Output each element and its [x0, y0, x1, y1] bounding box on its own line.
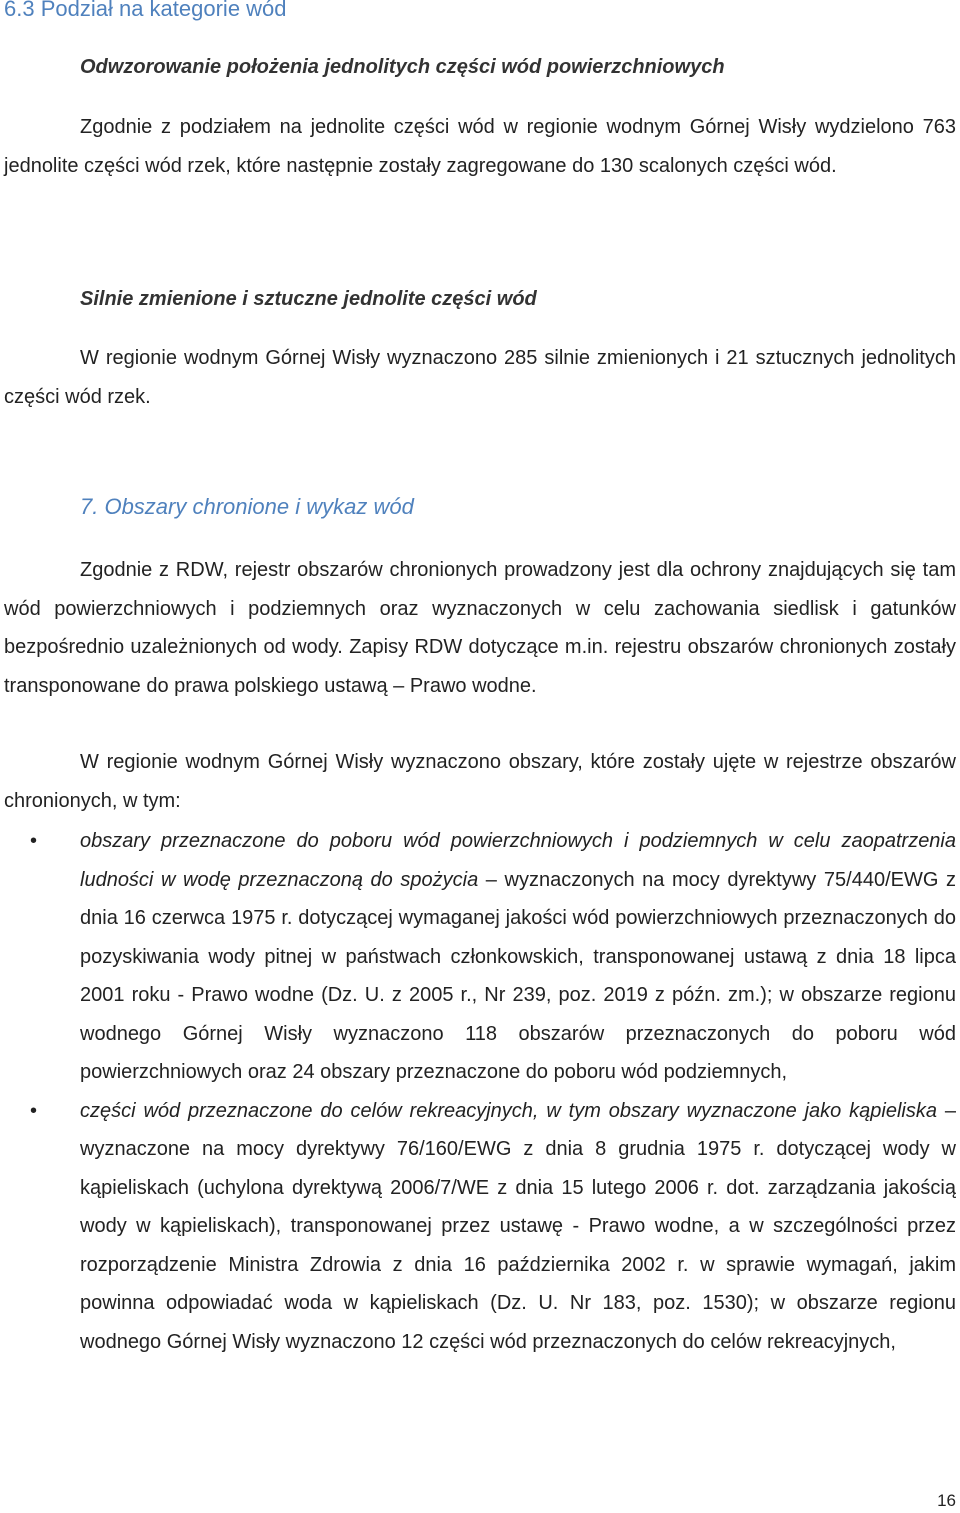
- bullet-icon: •: [30, 1099, 38, 1122]
- protected-areas-list: [0, 822, 956, 1361]
- section-heading: 6.3 Podział na kategorie wód: [4, 0, 287, 21]
- list-item-text: – wyznaczone na mocy dyrektywy 76/160/EWG z dnia 8 grudnia 1975 r. dotyczącej wody w kąpieliskach (uchylona dyrektywą 2006/7/WE z dnia 15 lutego 2006 r. dot. zarządzania jakością wody w kąpieliskach), transponowanej przez ustawę - Prawo wodne, a w szczególności przez rozporządzenie Ministra Zdrowia z dnia 16 października 2002 r. w sprawie wymagań, jakim powinna odpowiadać woda w kąpieliskach (Dz. U. Nr 183, poz. 1530); w obszarze regionu wodnego Górnej Wisły wyznaczono 12 części wód przeznaczonych do celów rekreacyjnych,: [80, 1099, 956, 1353]
- bullet-icon: •: [30, 830, 38, 852]
- paragraph-odwzorowanie: Zgodnie z podziałem na jednolite części wód w regionie wodnym Górnej Wisły wydzielono 763 jednolite części wód rzek, które następnie zostały zagregowane do 130 scalonych części wód.: [4, 116, 956, 177]
- subsection-title-silnie-zmienione: Silnie zmienione i sztuczne jednolite części wód: [80, 288, 537, 310]
- list-item-emphasis: części wód przeznaczone do celów rekreacyjnych, w tym obszary wyznaczone jako kąpieliska: [80, 1099, 937, 1122]
- chapter-heading: 7. Obszary chronione i wykaz wód: [80, 494, 414, 519]
- paragraph-rdw: Zgodnie z RDW, rejestr obszarów chronionych prowadzony jest dla ochrony znajdujących się tam wód powierzchniowych i podziemnych oraz wyznaczonych w celu zachowania siedlisk i gatunków bezpośrednio uzależnionych od wody. Zapisy RDW dotyczące m.in. rejestru obszarów chronionych zostały transponowane do prawa polskiego ustawą – Prawo wodne.: [4, 559, 956, 697]
- list-item-text: – wyznaczonych na mocy dyrektywy 75/440/EWG z dnia 16 czerwca 1975 r. dotyczącej wymaganej jakości wód powierzchniowych przeznaczonych do pozyskiwania wody pitnej w państwach członkowskich, transponowanej ustawą z dnia 18 lipca 2001 roku - Prawo wodne (Dz. U. z 2005 r., Nr 239, poz. 2019 z późn. zm.); w obszarze regionu wodnego Górnej Wisły wyznaczono 118 obszarów przeznaczonych do poboru wód powierzchniowych oraz 24 obszary przeznaczone do poboru wód podziemnych,: [80, 868, 957, 1083]
- list-item: [0, 822, 956, 1092]
- list-item-emphasis: obszary przeznaczone do poboru wód powierzchniowych i podziemnych w celu zaopatrzenia ludności w wodę przeznaczoną do spożycia: [80, 830, 956, 891]
- paragraph-silnie-zmienione: W regionie wodnym Górnej Wisły wyznaczono 285 silnie zmienionych i 21 sztucznych jednolitych części wód rzek.: [4, 347, 956, 408]
- page-number: 16: [937, 1491, 956, 1510]
- paragraph-obszary-wyznaczone: W regionie wodnym Górnej Wisły wyznaczono obszary, które zostały ujęte w rejestrze obszarów chronionych, w tym:: [4, 751, 956, 812]
- list-item: [0, 1092, 956, 1362]
- subsection-title-odwzorowanie: Odwzorowanie położenia jednolitych części wód powierzchniowych: [80, 56, 725, 78]
